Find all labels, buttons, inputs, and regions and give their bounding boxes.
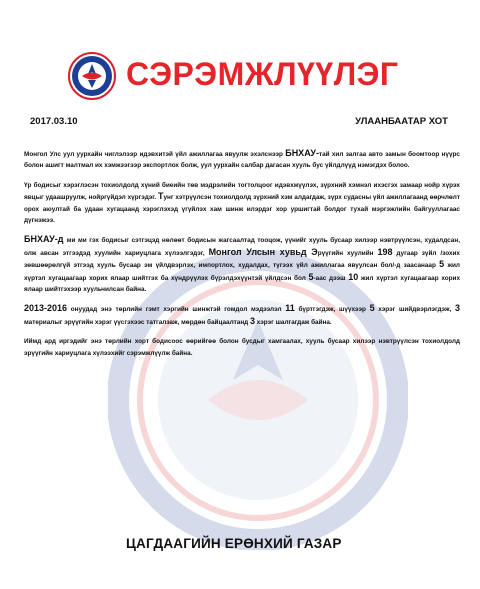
emphasis-text: Монгол Улсын хувьд Э	[208, 246, 318, 257]
paragraph-text: онуудад энэ төрлийн гэмт хэргийн шинжтэй гомдол мэдээлэл	[67, 306, 286, 314]
paragraph-text: унг хэтрүүлсэн тохиолдолд зүрхний хэм алдагдаж, зүрх судасны үйл ажиллагаанд өөрчлөлт орох аюултай ба удаан хугацаанд хэрэглэхэд үгүйлэх хам шинж илэрдэг хор уршигтай болдог тухай мэргэжлийн байгууллагаас дүгнэжээ.	[24, 194, 460, 225]
emphasis-text: БНХАУ-д	[24, 234, 67, 245]
paragraph-text: рүүгийн хуулийн	[317, 249, 378, 257]
paragraph-text: Монгол Улс уул уурхайн чиглэлээр идэвхитэй үйл ажиллагаа явуулж эхэлснээр	[24, 151, 286, 158]
paragraph-text: бүртгэгдэж, шүүхээр	[294, 306, 370, 314]
body-paragraph	[24, 336, 460, 359]
page-title: СЭРЭМЖЛҮҮЛЭГ	[126, 56, 399, 92]
body-paragraph	[24, 234, 460, 295]
release-date: 2017.03.10	[30, 116, 78, 127]
release-body	[24, 148, 460, 367]
body-paragraph	[24, 180, 460, 227]
issuer-signature: ЦАГДААГИЙН ЕРӨНХИЙ ГАЗАР	[126, 536, 342, 551]
police-logo-icon	[68, 52, 116, 100]
emphasis-text: 3	[250, 315, 256, 326]
paragraph-text: материалыг эрүүгийн хэрэг үүсгэхээс татгалзаж, мөрдөн байцаалтанд	[24, 318, 251, 326]
paragraph-text: хэрэг шалгагдаж байна.	[255, 318, 332, 326]
paragraph-text: Иймд ард иргэдийг энэ төрлийн хорт бодисоос өөрийгөө болон бусдыг хамгаалах, хууль бусаар хилээр нэвтрүүлсэн тохиолдолд эрүүгийн хариуцлага хүлээхийг сэрэмжлүүлж байна.	[24, 338, 460, 357]
emphasis-text: 11	[285, 303, 295, 314]
paragraph-text: ми ми гэх бодисыг сэтгэцэд нөлөөт бодисын жагсаалтад тооцож, үүнийг хууль бусаар хилээр нэвтрүүлсэн, худалдсан, олж авсан этгээдэд хуулийн хариуцлага хүлээлгэдэг,	[24, 237, 460, 257]
emphasis-text: Т	[157, 191, 164, 202]
emphasis-text: 2013-2016	[24, 303, 68, 314]
paragraph-text: -аас дээш	[313, 274, 349, 282]
emphasis-text: 5	[308, 271, 314, 282]
emphasis-text: 198	[377, 246, 393, 257]
paragraph-text: Үр бодисыг хэрэглэсэн тохиолдолд хүний биеийн төв мэдрэлийн тогтолцоог идэвхжүүлэх, зүрхний хэмнэл ихэсгэх замаар нойр хүрэх явцыг удаашруулж, нойргүйдэл хүргэдэг.	[24, 181, 460, 202]
paragraph-text: дугаар зүйл /зохих зөвшөөрөлгүй этгээд хууль бусаар эм үйлдвэрлэх, импортлох, худалдах, түгээх үйл ажиллагаа явуулсан бол/-д заасанаар	[24, 249, 460, 270]
emphasis-text: 3	[454, 303, 460, 314]
emphasis-text: 10	[348, 271, 359, 282]
body-paragraph	[24, 148, 460, 172]
release-city: УЛААНБААТАР ХОТ	[355, 116, 448, 127]
emphasis-text: БНХАУ-	[285, 148, 319, 158]
paragraph-text: жил хүртэл хугацаагаар хорих ялаар шийтгэх ба хүндрүүлэх бүрэлдэхүүнтэй үйлдсэн бол	[24, 262, 460, 282]
paragraph-text: тай хил залгаа авто замын боомтоор нүүрс болон ашигт малтмал их хэмжээгээр экспортлох болж, уул уурхайн салбар дагасан хууль бус үйлдлүүд нэмэгдэх болоо.	[24, 151, 460, 170]
emphasis-text: 5	[369, 303, 375, 314]
emphasis-text: 5	[439, 259, 445, 270]
paragraph-text: жил хүртэл хугацаагаар хорих ялаар шийтгэхээр хуульчилсан байна.	[24, 274, 460, 294]
paragraph-text: хэрэг шийдвэрлэгдэж,	[374, 306, 455, 314]
body-paragraph	[24, 303, 460, 328]
